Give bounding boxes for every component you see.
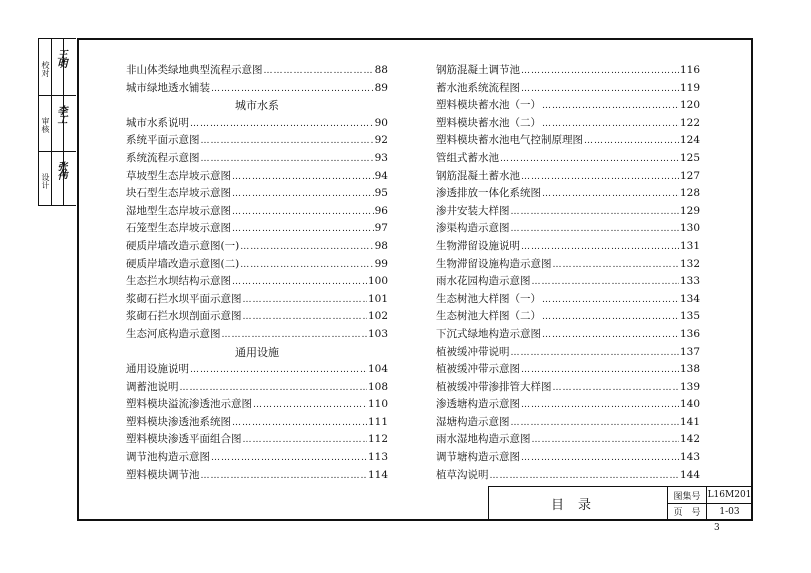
toc-entry-page: 135: [679, 310, 700, 323]
toc-entry-page: 92: [374, 134, 388, 147]
toc-entry[interactable]: [436, 62, 700, 80]
toc-entry[interactable]: [126, 115, 388, 133]
toc-entry-page: 112: [367, 433, 388, 446]
toc-entry[interactable]: [436, 203, 700, 221]
strip-row-2: [39, 151, 76, 152]
toc-entry-title: 渗透塘构造示意图: [436, 398, 520, 411]
atlas-label: 图集号: [668, 487, 707, 504]
toc-entry-page: 134: [679, 292, 700, 305]
signature-3: 张伟: [55, 161, 66, 179]
toc-entry-title: 下沉式绿地构造示意图: [436, 327, 541, 340]
sheet-number: 1-03: [719, 506, 740, 517]
toc-leader-dots: [243, 435, 367, 445]
toc-leader-dots: [232, 207, 374, 217]
toc-entry-page: 144: [679, 468, 700, 481]
toc-leader-dots: [232, 224, 374, 234]
toc-entry[interactable]: [126, 220, 388, 238]
toc-entry-page: 108: [367, 380, 388, 393]
toc-leader-dots: [521, 84, 679, 94]
toc-leader-dots: [511, 207, 679, 217]
toc-entry-page: 138: [679, 363, 700, 376]
toc-entry-page: 136: [679, 327, 700, 340]
toc-leader-dots: [532, 435, 679, 445]
toc-leader-dots: [190, 119, 374, 129]
toc-leader-dots: [511, 418, 679, 428]
toc-entry-title: 调节池构造示意图: [126, 451, 210, 464]
toc-entry-page: 89: [374, 81, 388, 94]
toc-entry[interactable]: [126, 396, 388, 414]
toc-entry-page: 122: [679, 116, 700, 129]
toc-leader-dots: [243, 295, 367, 305]
toc-entry-page: 130: [679, 222, 700, 235]
toc-entry-page: 98: [374, 239, 388, 252]
toc-entry-page: 143: [679, 451, 700, 464]
toc-leader-dots: [232, 172, 374, 182]
toc-entry-page: 132: [679, 257, 700, 270]
toc-entry-title: 管组式蓄水池: [436, 151, 499, 164]
toc-leader-dots: [553, 260, 679, 270]
toc-leader-dots: [180, 383, 367, 393]
toc-leader-dots: [521, 66, 679, 76]
toc-entry-title: 生物滞留设施说明: [436, 239, 520, 252]
toc-entry[interactable]: [126, 326, 388, 344]
toc-entry-title: 生态拦水坝结构示意图: [126, 275, 231, 288]
toc-entry[interactable]: [126, 185, 388, 203]
toc-leader-dots: [240, 242, 373, 252]
toc-entry-title: 硬质岸墙改造示意图(一): [126, 239, 240, 252]
page-label: 页 号: [668, 504, 707, 519]
toc-entry[interactable]: [436, 361, 700, 379]
toc-entry[interactable]: [126, 168, 388, 186]
toc-entry[interactable]: [126, 431, 388, 449]
toc-leader-dots: [243, 312, 367, 322]
toc-entry-page: 139: [679, 380, 700, 393]
signature-2: 李工: [55, 105, 66, 123]
toc-entry[interactable]: [436, 238, 700, 256]
toc-leader-dots: [240, 260, 373, 270]
title-block: [488, 486, 751, 519]
toc-leader-dots: [542, 295, 679, 305]
toc-entry[interactable]: [436, 115, 700, 133]
toc-leader-dots: [201, 154, 374, 164]
toc-entry[interactable]: [126, 238, 388, 256]
toc-entry-title: 城市水系说明: [126, 116, 189, 129]
toc-entry[interactable]: [436, 467, 700, 485]
toc-leader-dots: [201, 471, 367, 481]
toc-entry-title: 塑料模块蓄水池（二）: [436, 116, 541, 129]
toc-entry-title: 调蓄池说明: [126, 380, 179, 393]
toc-leader-dots: [500, 154, 679, 164]
toc-entry-title: 系统流程示意图: [126, 151, 200, 164]
toc-entry-title: 塑料模块调节池: [126, 468, 200, 481]
toc-entry[interactable]: [126, 80, 388, 98]
toc-leader-dots: [542, 330, 679, 340]
toc-entry[interactable]: [126, 449, 388, 467]
page-number: 3: [714, 523, 720, 533]
toc-entry-page: 102: [367, 310, 388, 323]
toc-entry-page: 93: [374, 151, 388, 164]
toc-leader-dots: [542, 189, 679, 199]
toc-entry[interactable]: [126, 414, 388, 432]
toc-entry[interactable]: [126, 361, 388, 379]
toc-entry[interactable]: [436, 414, 700, 432]
toc-entry[interactable]: [436, 326, 700, 344]
toc-entry[interactable]: [436, 291, 700, 309]
toc-entry-page: 100: [367, 275, 388, 288]
toc-entry-title: 渗井安装大样图: [436, 204, 510, 217]
toc-leader-dots: [190, 365, 367, 375]
toc-entry-page: 114: [367, 468, 388, 481]
toc-leader-dots: [201, 136, 374, 146]
toc-entry-title: 塑料模块溢流渗透池示意图: [126, 398, 252, 411]
toc-entry-page: 127: [679, 169, 700, 182]
toc-entry-title: 石笼型生态岸坡示意图: [126, 222, 231, 235]
toc-entry-page: 99: [374, 257, 388, 270]
strip-row-1: [39, 95, 76, 96]
toc-entry[interactable]: [126, 203, 388, 221]
toc-entry-title: 湿地型生态岸坡示意图: [126, 204, 231, 217]
toc-entry[interactable]: [436, 431, 700, 449]
toc-entry-page: 116: [679, 64, 700, 76]
label-design: 设计: [41, 173, 50, 189]
label-review: 审核: [41, 117, 50, 133]
toc-entry-title: 通用设施说明: [126, 363, 189, 376]
toc-entry[interactable]: [436, 396, 700, 414]
toc-entry-title: 塑料模块渗透池系统图: [126, 415, 231, 428]
toc-leader-dots: [542, 101, 679, 111]
toc-entry[interactable]: [436, 344, 700, 362]
section-heading: 通用设施: [235, 345, 279, 359]
toc-leader-dots: [521, 453, 679, 463]
toc-entry-page: 120: [679, 99, 700, 112]
toc-leader-dots: [232, 277, 367, 287]
toc-entry-title: 渗透排放一体化系统图: [436, 187, 541, 200]
toc-entry-title: 浆砌石拦水坝剖面示意图: [126, 310, 242, 323]
toc-leader-dots: [532, 277, 679, 287]
toc-entry-page: 94: [374, 169, 388, 182]
toc-leader-dots: [232, 418, 367, 428]
toc-entry[interactable]: [126, 308, 388, 326]
toc-entry-page: 95: [374, 187, 388, 200]
toc-entry-title: 蓄水池系统流程图: [436, 81, 520, 94]
signature-1: 王明: [55, 49, 66, 67]
toc-entry-title: 生态树池大样图（一）: [436, 292, 541, 305]
toc-entry-title: 城市绿地透水铺装: [126, 81, 210, 94]
toc-entry-title: 钢筋混凝土蓄水池: [436, 169, 520, 182]
toc-entry-page: 129: [679, 204, 700, 217]
toc-entry-page: 125: [679, 151, 700, 164]
section-heading: 城市水系: [235, 99, 279, 113]
toc-entry-title: 植被缓冲带渗排管大样图: [436, 380, 552, 393]
toc-entry[interactable]: [126, 273, 388, 291]
toc-entry-page: 128: [679, 187, 700, 200]
toc-entry[interactable]: [436, 256, 700, 274]
toc-entry-title: 塑料模块蓄水池电气控制原理图: [436, 134, 583, 147]
signature-strip: [38, 38, 76, 206]
toc-entry-title: 植被缓冲带说明: [436, 345, 510, 358]
toc-entry-page: 90: [374, 116, 388, 129]
toc-entry-title: 系统平面示意图: [126, 134, 200, 147]
toc-leader-dots: [264, 66, 374, 76]
toc-leader-dots: [490, 471, 679, 481]
toc-entry-page: 103: [367, 327, 388, 340]
toc-entry-page: 141: [679, 415, 700, 428]
toc-entry-title: 塑料模块蓄水池（一）: [436, 99, 541, 112]
toc-entry-page: 137: [679, 345, 700, 358]
toc-entry-title: 植草沟说明: [436, 468, 489, 481]
toc-entry[interactable]: [436, 379, 700, 397]
toc-entry-page: 124: [679, 134, 700, 147]
toc-entry-title: 雨水湿地构造示意图: [436, 433, 531, 446]
toc-entry[interactable]: [126, 62, 388, 80]
toc-leader-dots: [232, 189, 374, 199]
toc-entry-title: 植被缓冲带示意图: [436, 363, 520, 376]
toc-entry-title: 调节塘构造示意图: [436, 451, 520, 464]
toc-entry-title: 雨水花园构造示意图: [436, 275, 531, 288]
toc-entry[interactable]: [436, 449, 700, 467]
toc-entry-title: 草坡型生态岸坡示意图: [126, 169, 231, 182]
toc-entry[interactable]: [436, 97, 700, 115]
toc-entry-title: 湿塘构造示意图: [436, 415, 510, 428]
toc-leader-dots: [211, 84, 374, 94]
toc-entry[interactable]: [126, 150, 388, 168]
toc-leader-dots: [542, 312, 679, 322]
toc-entry-page: 140: [679, 398, 700, 411]
toc-entry[interactable]: [436, 168, 700, 186]
toc-entry-title: 块石型生态岸坡示意图: [126, 187, 231, 200]
toc-entry[interactable]: [436, 273, 700, 291]
toc-entry[interactable]: [126, 379, 388, 397]
toc-entry-title: 硬质岸墙改造示意图(二): [126, 257, 240, 270]
toc-entry-page: 113: [367, 451, 388, 464]
toc-entry-title: 生态河底构造示意图: [126, 327, 221, 340]
toc-entry[interactable]: [126, 467, 388, 485]
toc-leader-dots: [511, 348, 679, 358]
toc-entry[interactable]: [436, 220, 700, 238]
toc-entry-page: 142: [679, 433, 700, 446]
toc-entry-page: 88: [374, 64, 388, 76]
toc-entry-title: 钢筋混凝土调节池: [436, 64, 520, 76]
toc-entry-title: 生物滞留设施构造示意图: [436, 257, 552, 270]
toc-entry-page: 119: [679, 81, 700, 94]
toc-leader-dots: [521, 242, 679, 252]
toc-entry-page: 133: [679, 275, 700, 288]
toc-leader-dots: [211, 453, 367, 463]
toc-leader-dots: [542, 119, 679, 129]
toc-leader-dots: [521, 172, 679, 182]
toc-right-column: [436, 62, 700, 484]
toc-entry[interactable]: [436, 150, 700, 168]
toc-entry-title: 浆砌石拦水坝平面示意图: [126, 292, 242, 305]
toc-entry[interactable]: [436, 185, 700, 203]
toc-entry[interactable]: [436, 308, 700, 326]
toc-leader-dots: [584, 136, 679, 146]
label-proofread: 校对: [41, 61, 50, 77]
toc-leader-dots: [521, 365, 679, 375]
toc-entry-page: 104: [367, 363, 388, 376]
toc-entry-page: 97: [374, 222, 388, 235]
toc-entry[interactable]: [126, 132, 388, 150]
toc-entry[interactable]: [436, 80, 700, 98]
toc-left-column: [126, 62, 388, 484]
toc-entry-page: 96: [374, 204, 388, 217]
toc-entry-page: 131: [679, 239, 700, 252]
toc-leader-dots: [553, 383, 679, 393]
toc-entry-page: 110: [367, 398, 388, 411]
toc-leader-dots: [222, 330, 367, 340]
atlas-number: L16M201: [707, 487, 752, 504]
toc-entry-page: 101: [367, 292, 388, 305]
toc-entry[interactable]: [126, 291, 388, 309]
toc-leader-dots: [521, 400, 679, 410]
toc-entry-title: 渗渠构造示意图: [436, 222, 510, 235]
toc-entry-title: 塑料模块渗透平面组合图: [126, 433, 242, 446]
toc-entry-page: 111: [367, 415, 388, 428]
toc-entry-title: 非山体类绿地典型流程示意图: [126, 64, 263, 76]
toc-entry[interactable]: [126, 256, 388, 274]
toc-leader-dots: [511, 224, 679, 234]
toc-entry[interactable]: [436, 132, 700, 150]
toc-entry-title: 生态树池大样图（二）: [436, 310, 541, 323]
title-block-title: 目录: [489, 487, 668, 519]
toc-leader-dots: [253, 400, 367, 410]
